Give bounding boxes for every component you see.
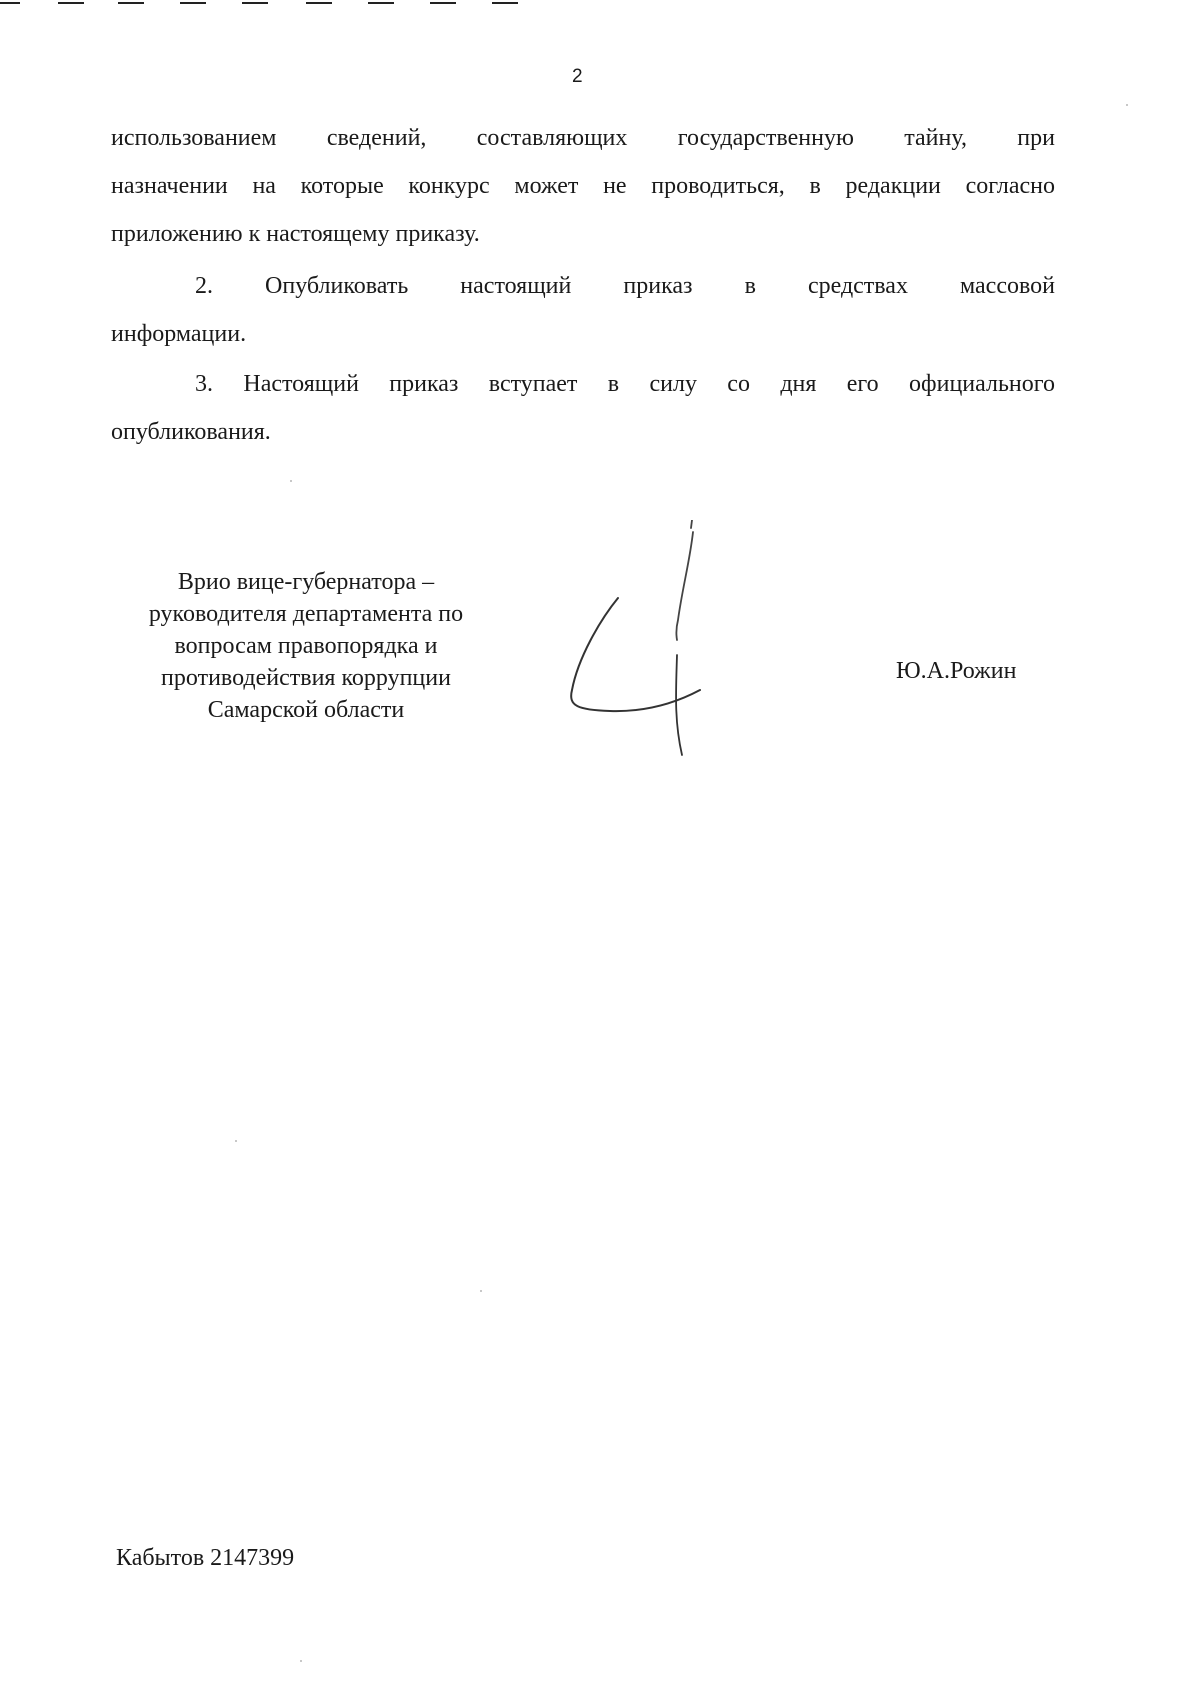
position-line: вопросам правопорядка и [174, 633, 438, 659]
signatory-name: Ю.А.Рожин [896, 658, 1017, 684]
paragraph-2 [111, 262, 1055, 358]
paragraph-line: 2. Опубликовать настоящий приказ в средствах массовой [195, 273, 1055, 299]
paragraph-line: использованием сведений, составляющих государственную тайну, при [111, 125, 1055, 151]
signatory-position [106, 566, 506, 726]
paragraph-line: опубликования. [111, 419, 271, 445]
executor-note: Кабытов 2147399 [116, 1545, 295, 1571]
dash-mark [368, 2, 394, 4]
dash-mark [0, 2, 20, 4]
position-line: руководителя департамента по [148, 601, 464, 627]
scan-speck [290, 480, 292, 482]
position-line: Самарской области [207, 697, 405, 723]
dash-mark [306, 2, 332, 4]
scan-speck [1126, 104, 1128, 106]
dash-mark [430, 2, 456, 4]
scan-speck [300, 1660, 302, 1662]
dash-mark [492, 2, 518, 4]
paragraph-line: приложению к настоящему приказу. [111, 221, 480, 247]
paragraph-1 [111, 114, 1055, 258]
dash-mark [242, 2, 268, 4]
position-line: противодействия коррупции [161, 665, 451, 691]
paragraph-line: 3. Настоящий приказ вступает в силу со дня его официального [195, 371, 1055, 397]
scan-speck [235, 1140, 237, 1142]
dash-mark [180, 2, 206, 4]
scan-speck [480, 1290, 482, 1292]
paragraph-line: назначении на которые конкурс может не проводиться, в редакции согласно [111, 173, 1055, 199]
paragraph-line: информации. [111, 321, 247, 347]
dash-mark [118, 2, 144, 4]
scan-edge-dashes [0, 0, 540, 6]
signature-icon [570, 520, 760, 820]
page-number: 2 [572, 66, 583, 87]
position-line: Врио вице-губернатора – [177, 569, 435, 595]
dash-mark [58, 2, 84, 4]
paragraph-3 [111, 360, 1055, 456]
